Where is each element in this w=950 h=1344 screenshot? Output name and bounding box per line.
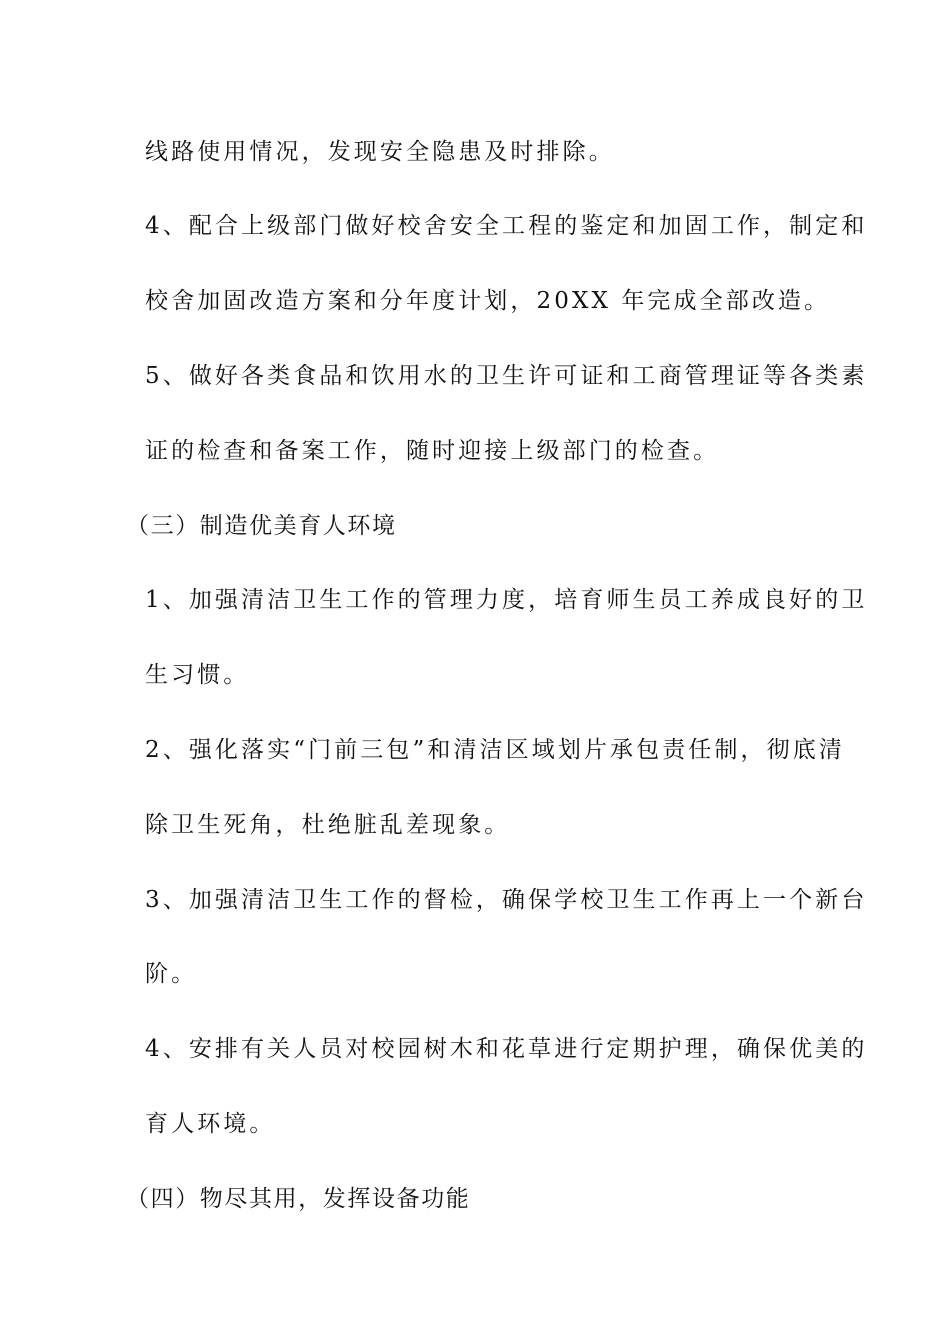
body-text-line: 阶。 xyxy=(145,961,198,987)
body-text-line: 除卫生死角，杜绝脏乱差现象。 xyxy=(145,812,511,838)
list-item-line: 1、加强清洁卫生工作的管理力度，培育师生员工养成良好的卫 xyxy=(145,587,868,613)
list-item-line: 2、强化落实“门前三包”和清洁区域划片承包责任制，彻底清 xyxy=(145,737,845,763)
list-item-line: 4、安排有关人员对校园树木和花草进行定期护理，确保优美的 xyxy=(145,1036,868,1062)
section-heading: （四）物尽其用，发挥设备功能 xyxy=(126,1186,471,1212)
section-heading: （三）制造优美育人环境 xyxy=(126,513,397,539)
list-item-line: 3、加强清洁卫生工作的督检，确保学校卫生工作再上一个新台 xyxy=(145,887,868,913)
body-text-line: 证的检查和备案工作，随时迎接上级部门的检查。 xyxy=(145,438,720,464)
body-text-line: 校舍加固改造方案和分年度计划，20XX 年完成全部改造。 xyxy=(145,288,831,314)
body-text-line: 育人环境。 xyxy=(145,1111,276,1137)
list-item-line: 4、配合上级部门做好校舍安全工程的鉴定和加固工作，制定和 xyxy=(145,213,868,239)
body-text-line: 线路使用情况，发现安全隐患及时排除。 xyxy=(145,139,615,165)
body-text-line: 生习惯。 xyxy=(145,662,250,688)
list-item-line: 5、做好各类食品和饮用水的卫生许可证和工商管理证等各类素 xyxy=(145,363,868,389)
